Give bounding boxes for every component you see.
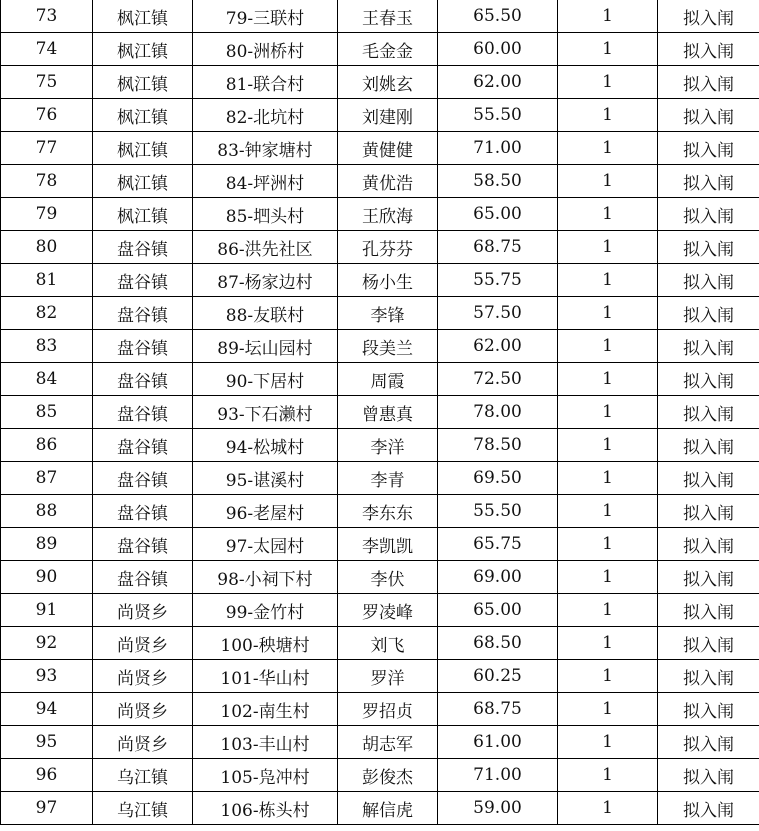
cell-town: 盘谷镇: [93, 561, 193, 594]
cell-status: 拟入闱: [658, 528, 759, 561]
table-row: [1, 264, 759, 297]
cell-count: 1: [558, 660, 658, 693]
cell-count: 1: [558, 297, 658, 330]
cell-row-number: 76: [1, 99, 93, 132]
table-row: [1, 0, 759, 33]
cell-town: 盘谷镇: [93, 231, 193, 264]
cell-count: 1: [558, 132, 658, 165]
cell-row-number: 94: [1, 693, 93, 726]
cell-town: 盘谷镇: [93, 495, 193, 528]
cell-score: 68.50: [438, 627, 558, 660]
cell-row-number: 89: [1, 528, 93, 561]
table-row: [1, 660, 759, 693]
cell-name: 王欣海: [338, 198, 438, 231]
cell-town: 尚贤乡: [93, 660, 193, 693]
cell-score: 72.50: [438, 363, 558, 396]
cell-status: 拟入闱: [658, 264, 759, 297]
cell-village: 81-联合村: [193, 66, 338, 99]
cell-town: 盘谷镇: [93, 429, 193, 462]
cell-count: 1: [558, 66, 658, 99]
cell-score: 65.75: [438, 528, 558, 561]
cell-score: 55.75: [438, 264, 558, 297]
cell-status: 拟入闱: [658, 165, 759, 198]
cell-count: 1: [558, 198, 658, 231]
cell-score: 69.00: [438, 561, 558, 594]
cell-status: 拟入闱: [658, 627, 759, 660]
cell-score: 78.50: [438, 429, 558, 462]
cell-count: 1: [558, 495, 658, 528]
cell-town: 盘谷镇: [93, 264, 193, 297]
cell-village: 88-友联村: [193, 297, 338, 330]
cell-village: 97-太园村: [193, 528, 338, 561]
cell-count: 1: [558, 759, 658, 792]
table-row: [1, 132, 759, 165]
cell-row-number: 87: [1, 462, 93, 495]
cell-town: 枫江镇: [93, 99, 193, 132]
cell-name: 李洋: [338, 429, 438, 462]
cell-score: 61.00: [438, 726, 558, 759]
cell-score: 65.00: [438, 594, 558, 627]
cell-row-number: 96: [1, 759, 93, 792]
cell-town: 枫江镇: [93, 165, 193, 198]
table-row: [1, 792, 759, 825]
cell-village: 83-钟家塘村: [193, 132, 338, 165]
cell-name: 李锋: [338, 297, 438, 330]
cell-name: 刘姚玄: [338, 66, 438, 99]
cell-score: 68.75: [438, 231, 558, 264]
cell-name: 彭俊杰: [338, 759, 438, 792]
cell-count: 1: [558, 330, 658, 363]
cell-status: 拟入闱: [658, 297, 759, 330]
cell-name: 曾惠真: [338, 396, 438, 429]
cell-score: 58.50: [438, 165, 558, 198]
cell-row-number: 80: [1, 231, 93, 264]
table-row: [1, 462, 759, 495]
cell-count: 1: [558, 264, 658, 297]
cell-score: 68.75: [438, 693, 558, 726]
cell-status: 拟入闱: [658, 0, 759, 33]
cell-score: 69.50: [438, 462, 558, 495]
cell-town: 乌江镇: [93, 792, 193, 825]
cell-count: 1: [558, 693, 658, 726]
cell-village: 84-坪洲村: [193, 165, 338, 198]
cell-status: 拟入闱: [658, 726, 759, 759]
cell-score: 55.50: [438, 99, 558, 132]
cell-row-number: 81: [1, 264, 93, 297]
cell-count: 1: [558, 33, 658, 66]
cell-row-number: 75: [1, 66, 93, 99]
cell-name: 刘飞: [338, 627, 438, 660]
cell-name: 李东东: [338, 495, 438, 528]
cell-status: 拟入闱: [658, 66, 759, 99]
cell-name: 解信虎: [338, 792, 438, 825]
cell-town: 盘谷镇: [93, 462, 193, 495]
cell-count: 1: [558, 165, 658, 198]
cell-count: 1: [558, 561, 658, 594]
cell-name: 段美兰: [338, 330, 438, 363]
cell-status: 拟入闱: [658, 594, 759, 627]
cell-score: 55.50: [438, 495, 558, 528]
cell-status: 拟入闱: [658, 363, 759, 396]
cell-village: 85-垇头村: [193, 198, 338, 231]
cell-town: 盘谷镇: [93, 330, 193, 363]
table-row: [1, 330, 759, 363]
cell-status: 拟入闱: [658, 429, 759, 462]
cell-status: 拟入闱: [658, 198, 759, 231]
table-row: [1, 495, 759, 528]
cell-status: 拟入闱: [658, 495, 759, 528]
cell-town: 尚贤乡: [93, 726, 193, 759]
cell-village: 90-下居村: [193, 363, 338, 396]
cell-row-number: 84: [1, 363, 93, 396]
table-row: [1, 759, 759, 792]
table-row: [1, 66, 759, 99]
cell-count: 1: [558, 0, 658, 33]
cell-status: 拟入闱: [658, 660, 759, 693]
cell-row-number: 82: [1, 297, 93, 330]
table-row: [1, 165, 759, 198]
cell-count: 1: [558, 726, 658, 759]
cell-row-number: 74: [1, 33, 93, 66]
cell-status: 拟入闱: [658, 792, 759, 825]
cell-name: 周霞: [338, 363, 438, 396]
cell-name: 罗洋: [338, 660, 438, 693]
cell-name: 杨小生: [338, 264, 438, 297]
cell-score: 57.50: [438, 297, 558, 330]
cell-name: 孔芬芬: [338, 231, 438, 264]
table-row: [1, 231, 759, 264]
cell-village: 87-杨家边村: [193, 264, 338, 297]
cell-village: 96-老屋村: [193, 495, 338, 528]
cell-row-number: 83: [1, 330, 93, 363]
cell-row-number: 88: [1, 495, 93, 528]
cell-row-number: 78: [1, 165, 93, 198]
cell-status: 拟入闱: [658, 462, 759, 495]
cell-name: 毛金金: [338, 33, 438, 66]
cell-village: 82-北坑村: [193, 99, 338, 132]
cell-village: 94-松城村: [193, 429, 338, 462]
table-row: [1, 297, 759, 330]
cell-row-number: 93: [1, 660, 93, 693]
cell-score: 78.00: [438, 396, 558, 429]
cell-row-number: 95: [1, 726, 93, 759]
table-row: [1, 693, 759, 726]
table-row: [1, 627, 759, 660]
cell-town: 枫江镇: [93, 33, 193, 66]
cell-count: 1: [558, 429, 658, 462]
cell-status: 拟入闱: [658, 693, 759, 726]
cell-count: 1: [558, 792, 658, 825]
cell-score: 60.25: [438, 660, 558, 693]
cell-town: 尚贤乡: [93, 627, 193, 660]
cell-status: 拟入闱: [658, 759, 759, 792]
cell-name: 罗凌峰: [338, 594, 438, 627]
table-row: [1, 429, 759, 462]
table-row: [1, 594, 759, 627]
cell-score: 62.00: [438, 66, 558, 99]
cell-name: 李凯凯: [338, 528, 438, 561]
table-row: [1, 363, 759, 396]
cell-town: 枫江镇: [93, 132, 193, 165]
table-row: [1, 396, 759, 429]
cell-count: 1: [558, 363, 658, 396]
cell-status: 拟入闱: [658, 330, 759, 363]
table-row: [1, 726, 759, 759]
cell-row-number: 85: [1, 396, 93, 429]
cell-village: 79-三联村: [193, 0, 338, 33]
cell-village: 103-丰山村: [193, 726, 338, 759]
cell-count: 1: [558, 231, 658, 264]
cell-name: 李伏: [338, 561, 438, 594]
cell-name: 刘建刚: [338, 99, 438, 132]
cell-score: 59.00: [438, 792, 558, 825]
cell-village: 86-洪先社区: [193, 231, 338, 264]
cell-count: 1: [558, 627, 658, 660]
cell-village: 105-凫冲村: [193, 759, 338, 792]
cell-village: 93-下石濑村: [193, 396, 338, 429]
cell-status: 拟入闱: [658, 561, 759, 594]
cell-count: 1: [558, 594, 658, 627]
table-row: [1, 33, 759, 66]
cell-row-number: 73: [1, 0, 93, 33]
cell-town: 盘谷镇: [93, 363, 193, 396]
cell-village: 100-秧塘村: [193, 627, 338, 660]
table-row: [1, 198, 759, 231]
cell-status: 拟入闱: [658, 231, 759, 264]
cell-score: 71.00: [438, 132, 558, 165]
cell-status: 拟入闱: [658, 132, 759, 165]
cell-town: 尚贤乡: [93, 594, 193, 627]
table-row: [1, 99, 759, 132]
cell-village: 101-华山村: [193, 660, 338, 693]
cell-village: 80-洲桥村: [193, 33, 338, 66]
cell-row-number: 91: [1, 594, 93, 627]
cell-town: 枫江镇: [93, 0, 193, 33]
cell-village: 89-坛山园村: [193, 330, 338, 363]
table-body: [1, 0, 759, 825]
cell-town: 枫江镇: [93, 198, 193, 231]
cell-count: 1: [558, 462, 658, 495]
cell-count: 1: [558, 99, 658, 132]
cell-village: 102-南生村: [193, 693, 338, 726]
cell-row-number: 79: [1, 198, 93, 231]
cell-score: 60.00: [438, 33, 558, 66]
cell-row-number: 77: [1, 132, 93, 165]
cell-row-number: 90: [1, 561, 93, 594]
cell-name: 王春玉: [338, 0, 438, 33]
cell-village: 99-金竹村: [193, 594, 338, 627]
cell-score: 62.00: [438, 330, 558, 363]
cell-count: 1: [558, 528, 658, 561]
cell-name: 黄优浩: [338, 165, 438, 198]
cell-status: 拟入闱: [658, 396, 759, 429]
cell-town: 盘谷镇: [93, 396, 193, 429]
cell-status: 拟入闱: [658, 99, 759, 132]
cell-status: 拟入闱: [658, 33, 759, 66]
cell-name: 黄健健: [338, 132, 438, 165]
cell-count: 1: [558, 396, 658, 429]
cell-row-number: 86: [1, 429, 93, 462]
cell-name: 李青: [338, 462, 438, 495]
cell-score: 65.50: [438, 0, 558, 33]
cell-score: 71.00: [438, 759, 558, 792]
table-row: [1, 561, 759, 594]
cell-village: 95-谌溪村: [193, 462, 338, 495]
cell-town: 盘谷镇: [93, 528, 193, 561]
table-row: [1, 528, 759, 561]
cell-town: 尚贤乡: [93, 693, 193, 726]
cell-row-number: 92: [1, 627, 93, 660]
cell-name: 胡志军: [338, 726, 438, 759]
cell-score: 65.00: [438, 198, 558, 231]
cell-name: 罗招贞: [338, 693, 438, 726]
cell-town: 枫江镇: [93, 66, 193, 99]
cell-row-number: 97: [1, 792, 93, 825]
cell-town: 盘谷镇: [93, 297, 193, 330]
cell-village: 106-栋头村: [193, 792, 338, 825]
cell-town: 乌江镇: [93, 759, 193, 792]
cell-village: 98-小祠下村: [193, 561, 338, 594]
